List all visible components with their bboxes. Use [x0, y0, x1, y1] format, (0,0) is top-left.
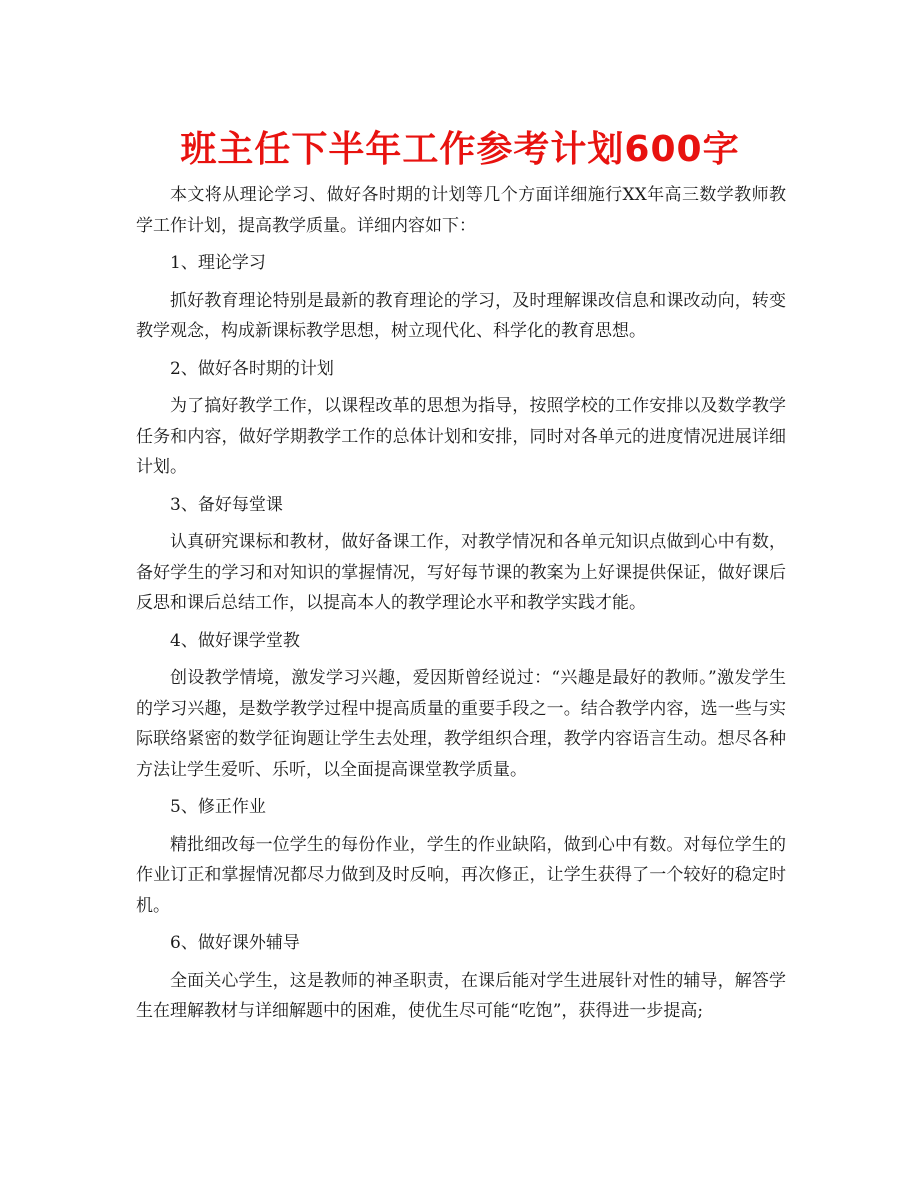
section-heading-5: 5、修正作业: [170, 797, 266, 817]
section-text-1: 抓好教育理论特别是最新的教育理论的学习，及时理解课改信息和课改动向，转变教学观念，构成新课标教学思想，树立现代化、科学化的教育思想。: [136, 290, 786, 341]
section-text-3: 认真研究课标和教材，做好备课工作，对教学情况和各单元知识点做到心中有数，备好学生的学习和对知识的掌握情况，写好每节课的教案为上好课提供保证，做好课后反思和课后总结工作，以提高本人的教学理论水平和教学实践才能。: [136, 532, 786, 613]
section-heading-3: 3、备好每堂课: [170, 494, 283, 515]
section-heading-2: 2、做好各时期的计划: [170, 358, 334, 379]
document-title: 班主任下半年工作参考计划600字: [180, 129, 740, 170]
section-heading-6: 6、做好课外辅导: [170, 933, 300, 953]
intro-paragraph: 本文将从理论学习、做好各时期的计划等几个方面详细施行XX年高三数学教师教学工作计划，提高教学质量。详细内容如下：: [136, 185, 786, 236]
section-text-5: 精批细改每一位学生的每份作业，学生的作业缺陷，做到心中有数。对每位学生的作业订正和掌握情况都尽力做到及时反响，再次修正，让学生获得了一个较好的稳定时机。: [136, 834, 786, 916]
section-text-2: 为了搞好教学工作，以课程改革的思想为指导，按照学校的工作安排以及数学教学任务和内容，做好学期教学工作的总体计划和安排，同时对各单元的进度情况进展详细计划。: [136, 396, 786, 477]
section-text-4: 创设教学情境，激发学习兴趣，爱因斯曾经说过：“兴趣是最好的教师。”激发学生的学习兴趣，是数学教学过程中提高质量的重要手段之一。结合教学内容，选一些与实际联络紧密的数学征询题让学生去处理，教学组织合理，教学内容语言生动。想尽各种方法让学生爱听、乐听，以全面提高课堂教学质量。: [136, 668, 786, 780]
section-heading-1: 1、理论学习: [170, 253, 266, 273]
document-body: [136, 180, 786, 1027]
section-text-6: 全面关心学生，这是教师的神圣职责，在课后能对学生进展针对性的辅导，解答学生在理解教材与详细解题中的困难，使优生尽可能“吃饱”，获得进一步提高;: [136, 970, 786, 1021]
section-heading-4: 4、做好课学堂教: [170, 630, 300, 651]
